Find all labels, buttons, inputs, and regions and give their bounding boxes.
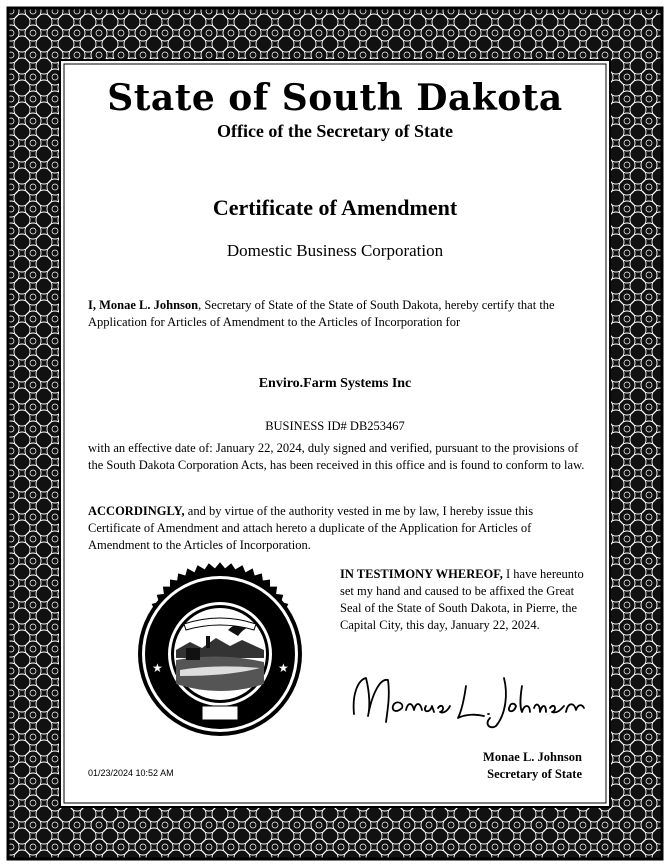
business-id: BUSINESS ID# DB253467 <box>265 419 405 433</box>
testimony-paragraph <box>340 566 586 634</box>
certifier-name: I, Monae L. Johnson <box>88 298 199 312</box>
certificate-title: Certificate of Amendment <box>212 195 458 220</box>
certificate-subtitle: Domestic Business Corporation <box>226 241 444 260</box>
accordingly-paragraph <box>88 503 586 554</box>
great-seal-emblem <box>128 562 312 746</box>
accordingly-text: and by virtue of the authority vested in me by law, I hereby issue this Certificate of Amendment and attach hereto a duplicate of the Application for Articles of Amendment to the Articles of Incorporation. <box>88 504 534 552</box>
certification-text: , Secretary of State of the State of South Dakota, hereby certify that the Application for Articles of Amendment to the Articles of Incorporation for <box>88 298 555 329</box>
signer-title: Secretary of State <box>487 767 582 781</box>
certification-paragraph <box>88 297 586 331</box>
signer-name: Monae L. Johnson <box>483 750 582 764</box>
testimony-text: I have hereunto set my hand and caused to be affixed the Great Seal of the State of South Dakota, in Pierre, the Capital City, this day, January 22, 2024. <box>340 567 584 632</box>
testimony-lead: IN TESTIMONY WHEREOF, <box>340 567 503 581</box>
office-title: Office of the Secretary of State <box>216 121 454 141</box>
svg-text:★: ★ <box>152 661 163 675</box>
issue-timestamp: 01/23/2024 10:52 AM <box>88 768 174 778</box>
signature-image <box>346 664 586 734</box>
entity-name: Enviro.Farm Systems Inc <box>258 376 412 391</box>
svg-text:★: ★ <box>278 661 289 675</box>
state-title: State of South Dakota <box>107 77 563 119</box>
signer-block <box>400 749 582 783</box>
effective-date-paragraph: with an effective date of: January 22, 2024, duly signed and verified, pursuant to the provisions of the South Dakota Corporation Acts, has been received in this office and is found to conform to law. <box>88 441 585 472</box>
accordingly-lead: ACCORDINGLY, <box>88 504 185 518</box>
